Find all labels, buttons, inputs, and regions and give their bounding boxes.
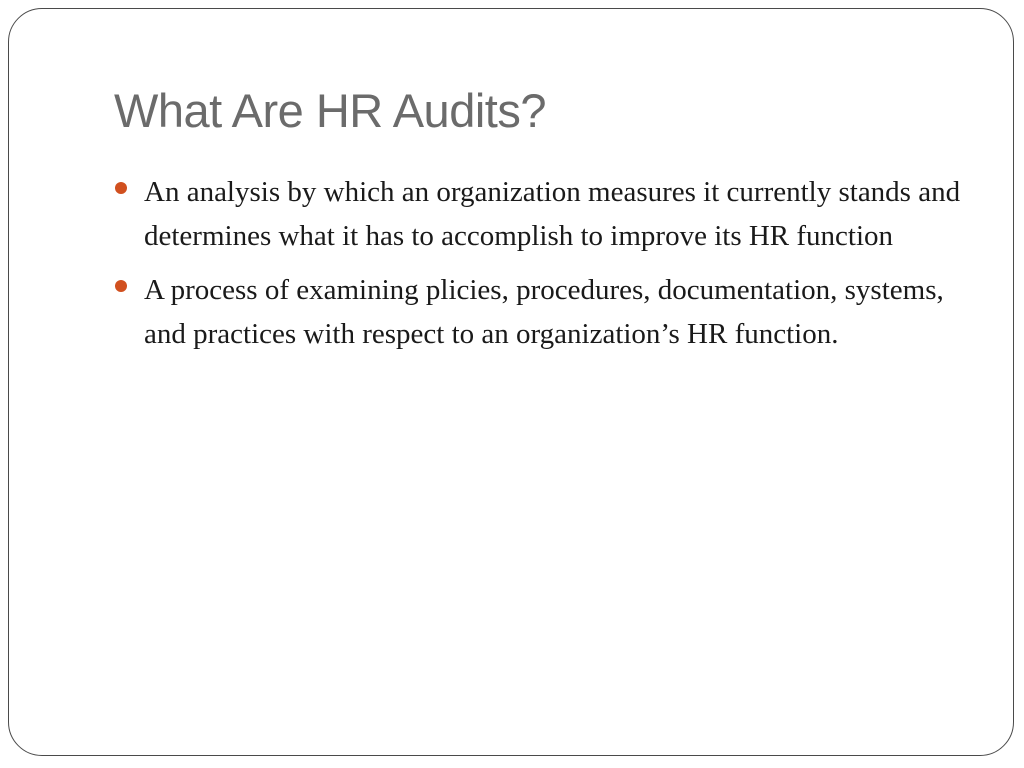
bullet-dot-icon: [115, 182, 127, 194]
slide-title: What Are HR Audits?: [114, 84, 546, 137]
bullet-text: An analysis by which an organization measures it currently stands and determines what it has to accomplish to improve its HR function: [144, 176, 961, 252]
bullet-dot-icon: [115, 280, 127, 292]
bullet-list: [113, 170, 973, 366]
bullet-item: [113, 268, 973, 356]
bullet-item: [113, 170, 973, 258]
bullet-text: A process of examining plicies, procedures, documentation, systems, and practices with respect to an organization’s HR function.: [144, 274, 944, 350]
